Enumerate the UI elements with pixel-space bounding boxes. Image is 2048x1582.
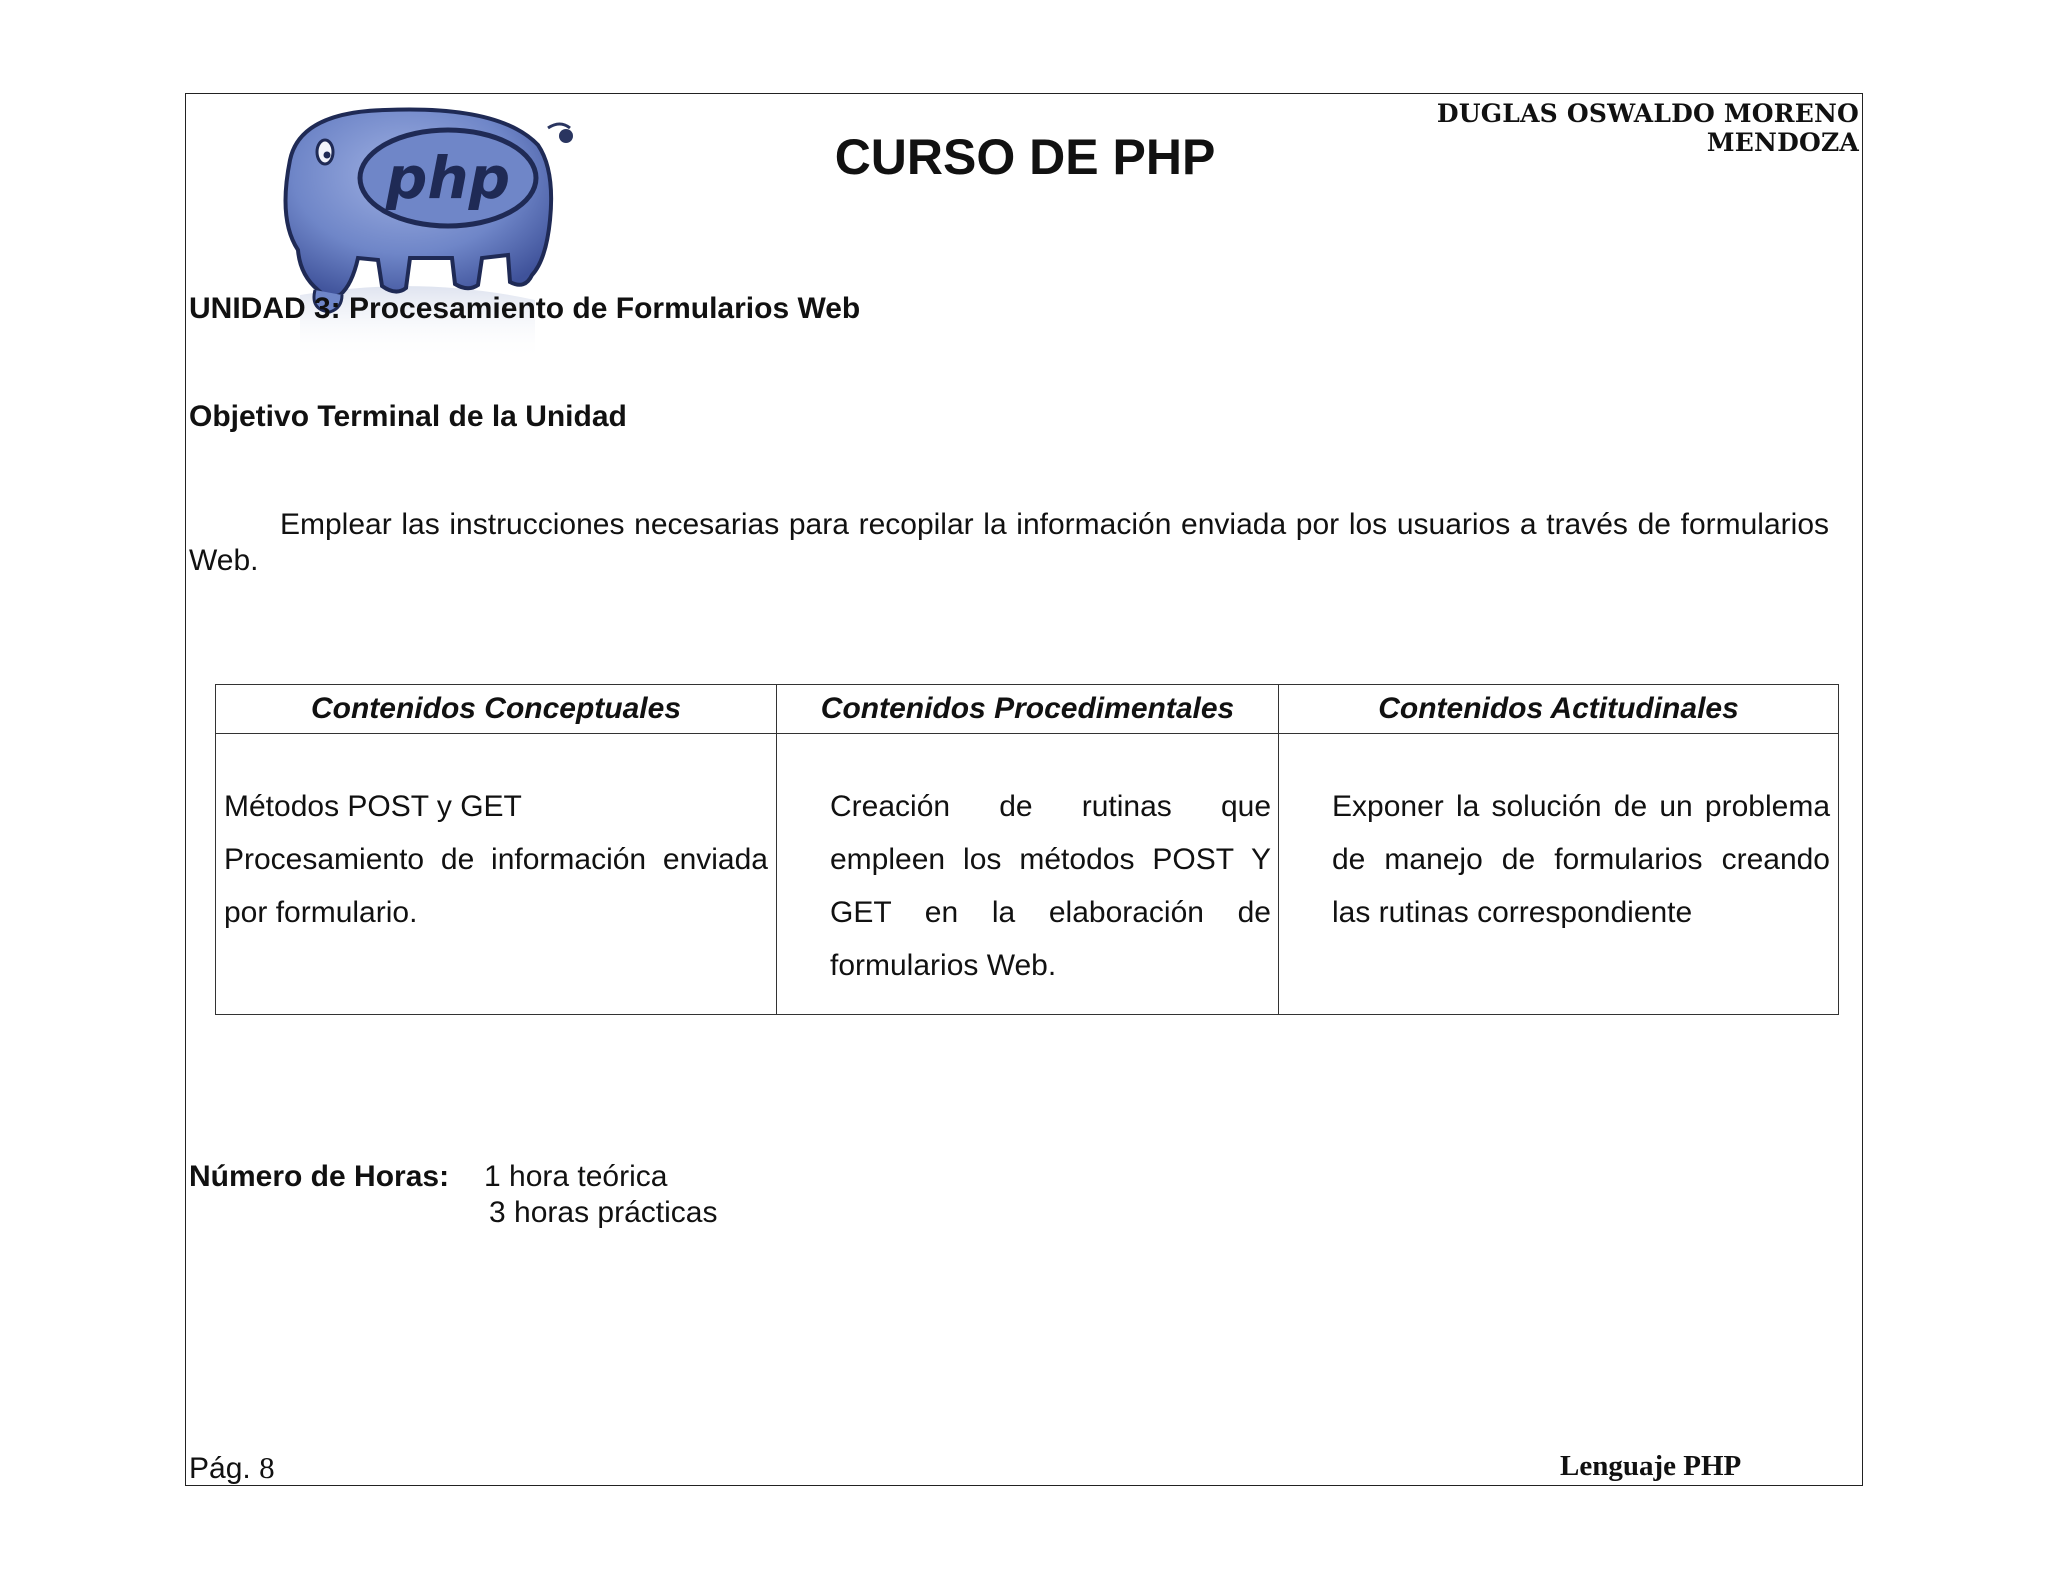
cell-procedural <box>777 734 1279 1015</box>
page-number: 8 <box>259 1450 275 1485</box>
header-procedural: Contenidos Procedimentales <box>777 685 1279 734</box>
svg-text:php: php <box>385 144 511 212</box>
objective-text: Emplear las instrucciones necesarias para recopilar la información enviada por los usuarios a través de formularios Web. <box>189 508 1829 577</box>
table-header-row <box>216 685 1839 734</box>
course-title: CURSO DE PHP <box>834 129 1216 185</box>
contents-table <box>215 684 1839 1015</box>
hours-theory: 1 hora teórica <box>484 1160 668 1193</box>
conceptual-item: Métodos POST y GET <box>224 790 522 823</box>
cell-conceptual <box>216 734 777 1015</box>
header-attitudinal: Contenidos Actitudinales <box>1279 685 1839 734</box>
hours-label: Número de Horas: <box>189 1160 450 1193</box>
procedural-text: Creación de rutinas que empleen los métodos POST Y GET en la elaboración de formularios Web. <box>830 790 1271 982</box>
objective-heading: Objetivo Terminal de la Unidad <box>189 400 627 433</box>
page-label: Pág. <box>189 1452 251 1485</box>
hours-practice: 3 horas prácticas <box>489 1196 718 1229</box>
unit-title: UNIDAD 3: Procesamiento de Formularios Web <box>189 292 861 325</box>
cell-attitudinal <box>1279 734 1839 1015</box>
footer-course-title: Lenguaje PHP <box>1560 1450 1742 1482</box>
attitudinal-text: Exponer la solución de un problema de manejo de formularios creando las rutinas correspondiente <box>1332 790 1830 929</box>
author-name: DUGLAS OSWALDO MORENO MENDOZA <box>1436 99 1859 157</box>
header-conceptual: Contenidos Conceptuales <box>216 685 777 734</box>
conceptual-item: Procesamiento de información enviada por formulario. <box>224 843 768 929</box>
page-indicator <box>189 1450 275 1486</box>
table-row <box>216 734 1839 1015</box>
